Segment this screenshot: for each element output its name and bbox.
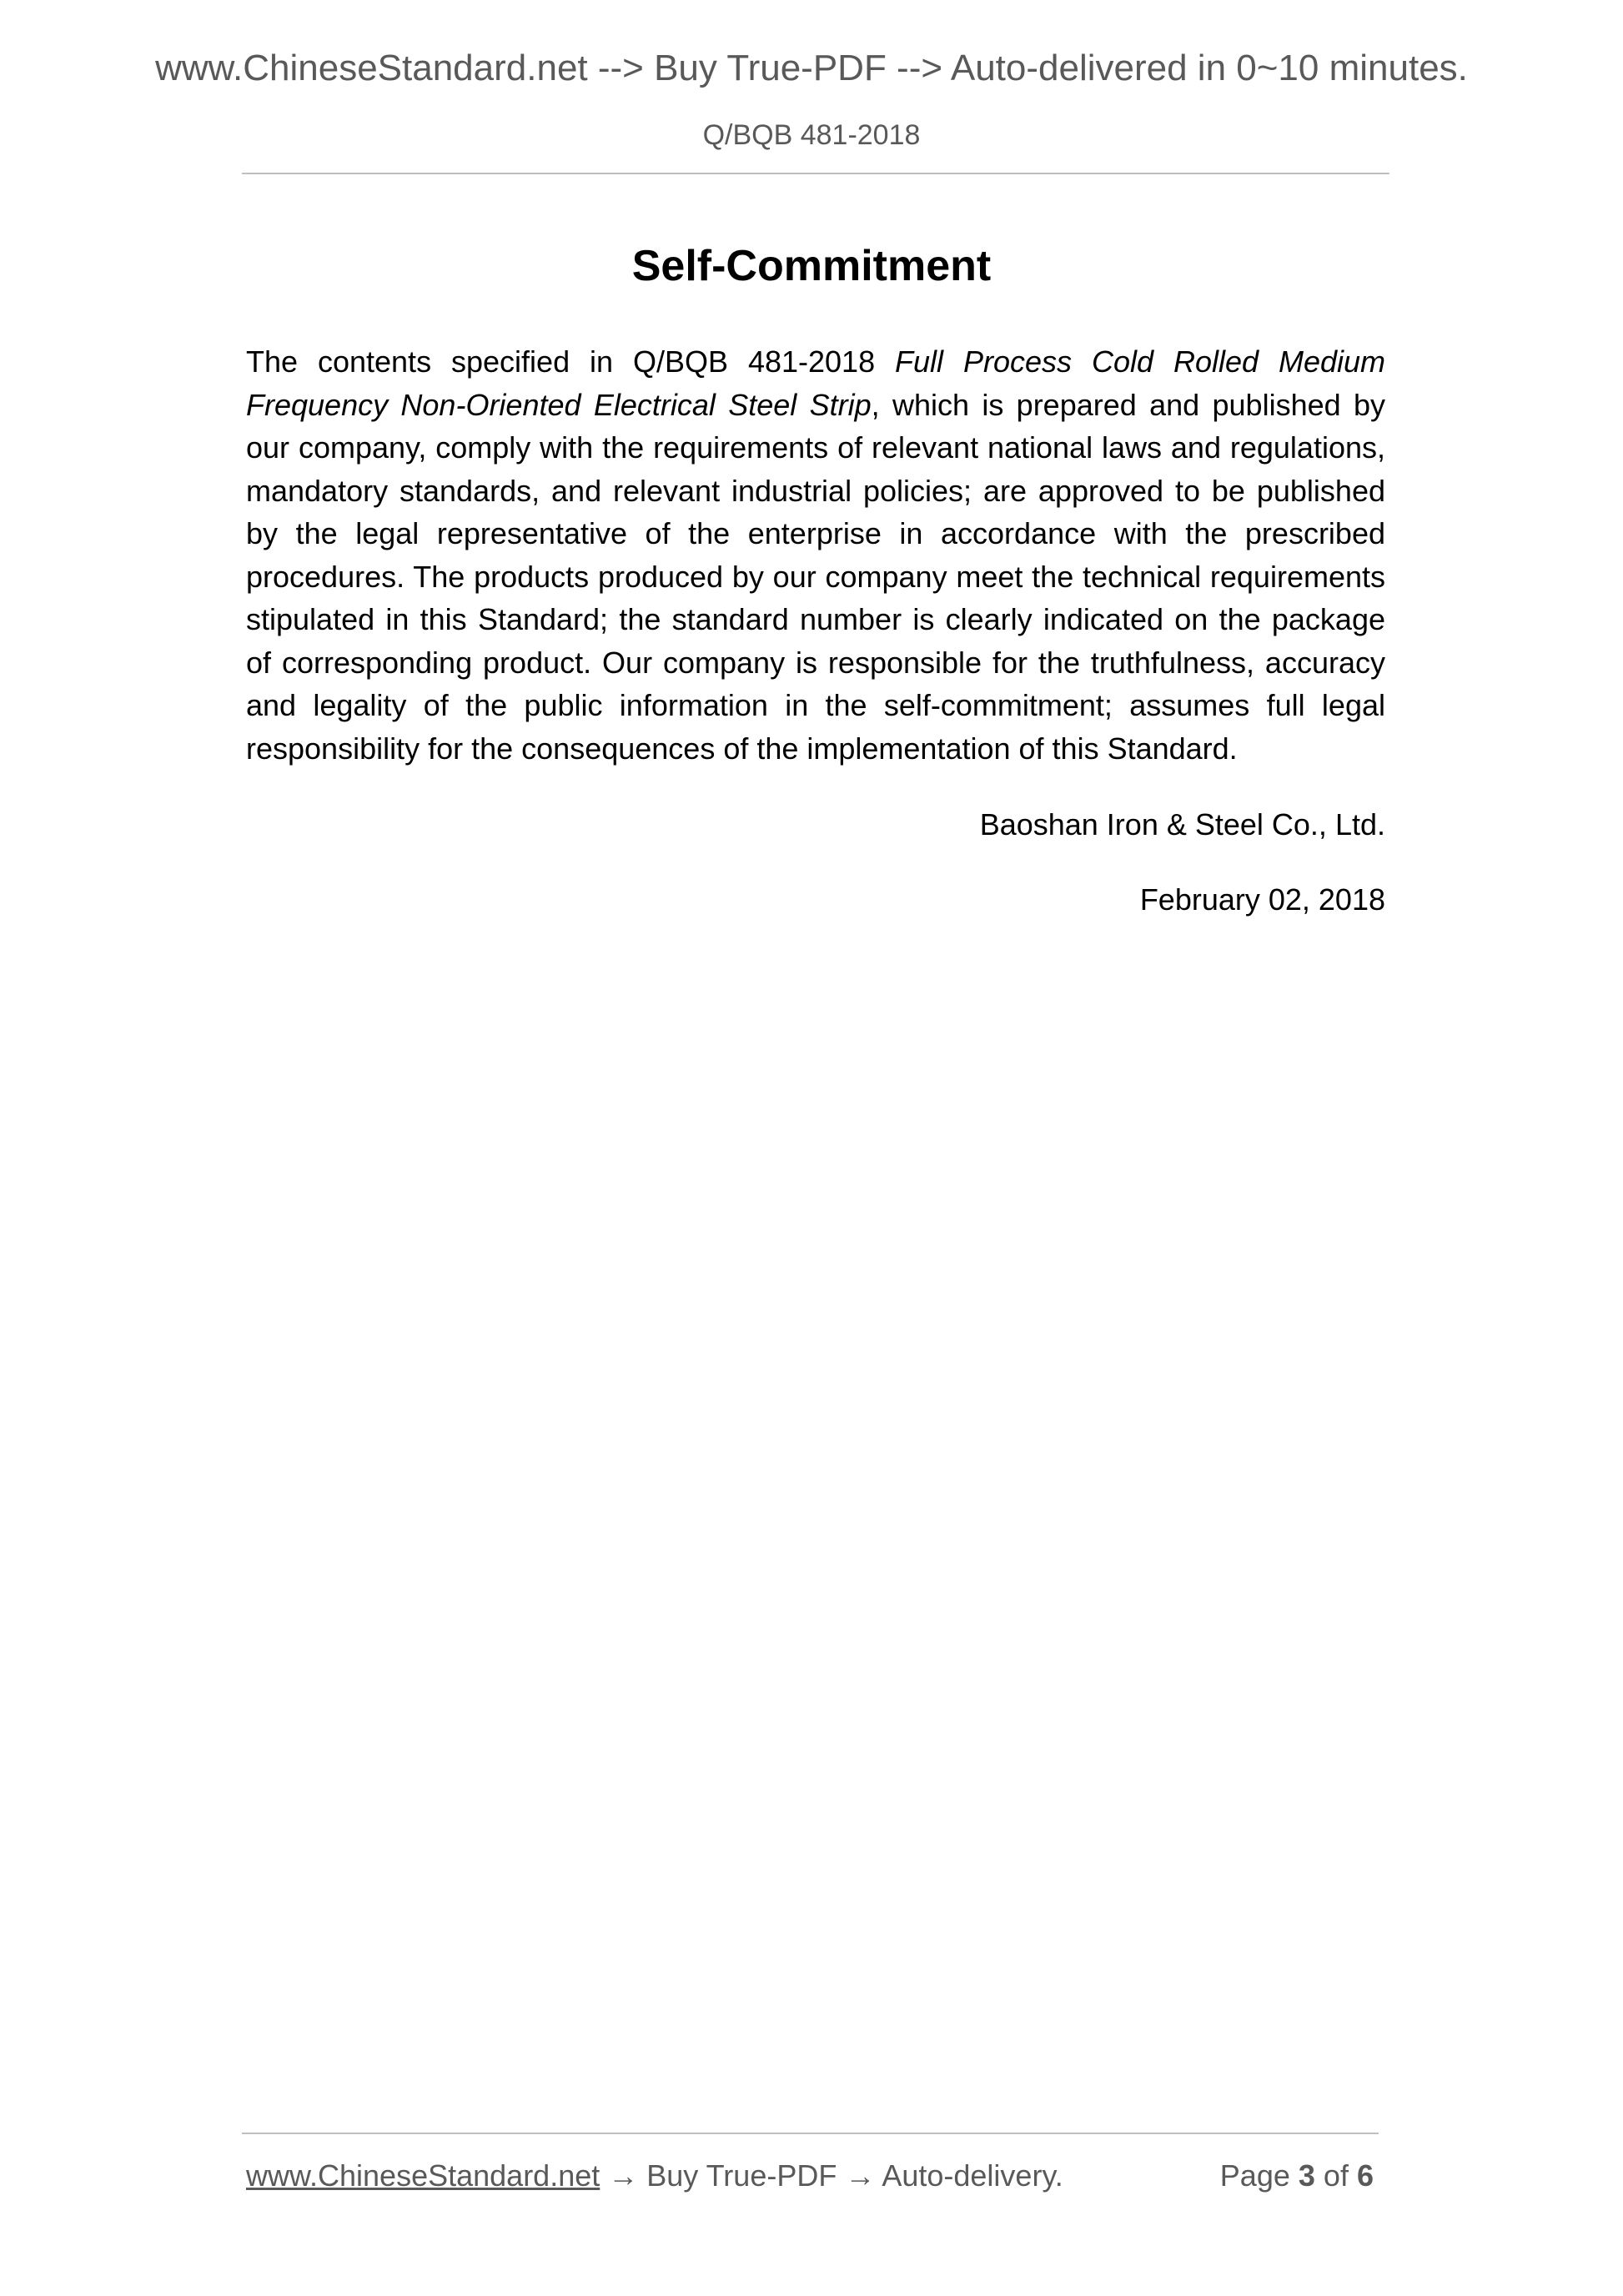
header-divider bbox=[242, 173, 1389, 174]
page-title: Self-Commitment bbox=[631, 242, 992, 290]
footer-left bbox=[246, 2155, 1063, 2197]
commitment-paragraph bbox=[246, 340, 1385, 770]
paragraph-rest: , which is prepared and published by our company, comply with the requirements of relevant national laws and regulations, mandatory standards, and relevant industrial policies; are approved to be published by the legal representative of the enterprise in accordance with the prescribed procedures. The products produced by our company meet the technical requirements stipulated in this Standard; the standard number is clearly indicated on the package of corresponding product. Our company is responsible for the truthfulness, accuracy and legality of the public information in the self-commitment; assumes full legal responsibility for the consequences of the implementation of this Standard. bbox=[246, 387, 1385, 766]
of-label: of bbox=[1323, 2158, 1349, 2193]
footer-buy-text: Buy True-PDF bbox=[638, 2158, 846, 2193]
arrow-right-icon: → bbox=[608, 2158, 639, 2193]
page-current: 3 bbox=[1298, 2158, 1315, 2193]
signature-company: Baoshan Iron & Steel Co., Ltd. bbox=[979, 807, 1385, 842]
top-banner: www.ChineseStandard.net --> Buy True-PDF --> Auto-delivered in 0~10 minutes. bbox=[155, 48, 1468, 88]
page-indicator bbox=[1220, 2155, 1374, 2197]
footer-delivery-text: Auto-delivery. bbox=[875, 2158, 1063, 2193]
page-label: Page bbox=[1219, 2158, 1290, 2193]
arrow-right-icon: → bbox=[845, 2158, 876, 2193]
footer-site-link[interactable]: www.ChineseStandard.net bbox=[246, 2158, 600, 2193]
signature-date: February 02, 2018 bbox=[1139, 882, 1385, 917]
document-code: Q/BQB 481-2018 bbox=[702, 119, 921, 151]
standard-title: Full Process Cold Rolled Medium Frequency Non-Oriented Electrical Steel Strip bbox=[246, 344, 1385, 422]
footer-divider bbox=[242, 2133, 1379, 2134]
paragraph-intro: The contents specified in Q/BQB 481-2018 bbox=[246, 344, 896, 379]
page-total: 6 bbox=[1356, 2158, 1374, 2193]
